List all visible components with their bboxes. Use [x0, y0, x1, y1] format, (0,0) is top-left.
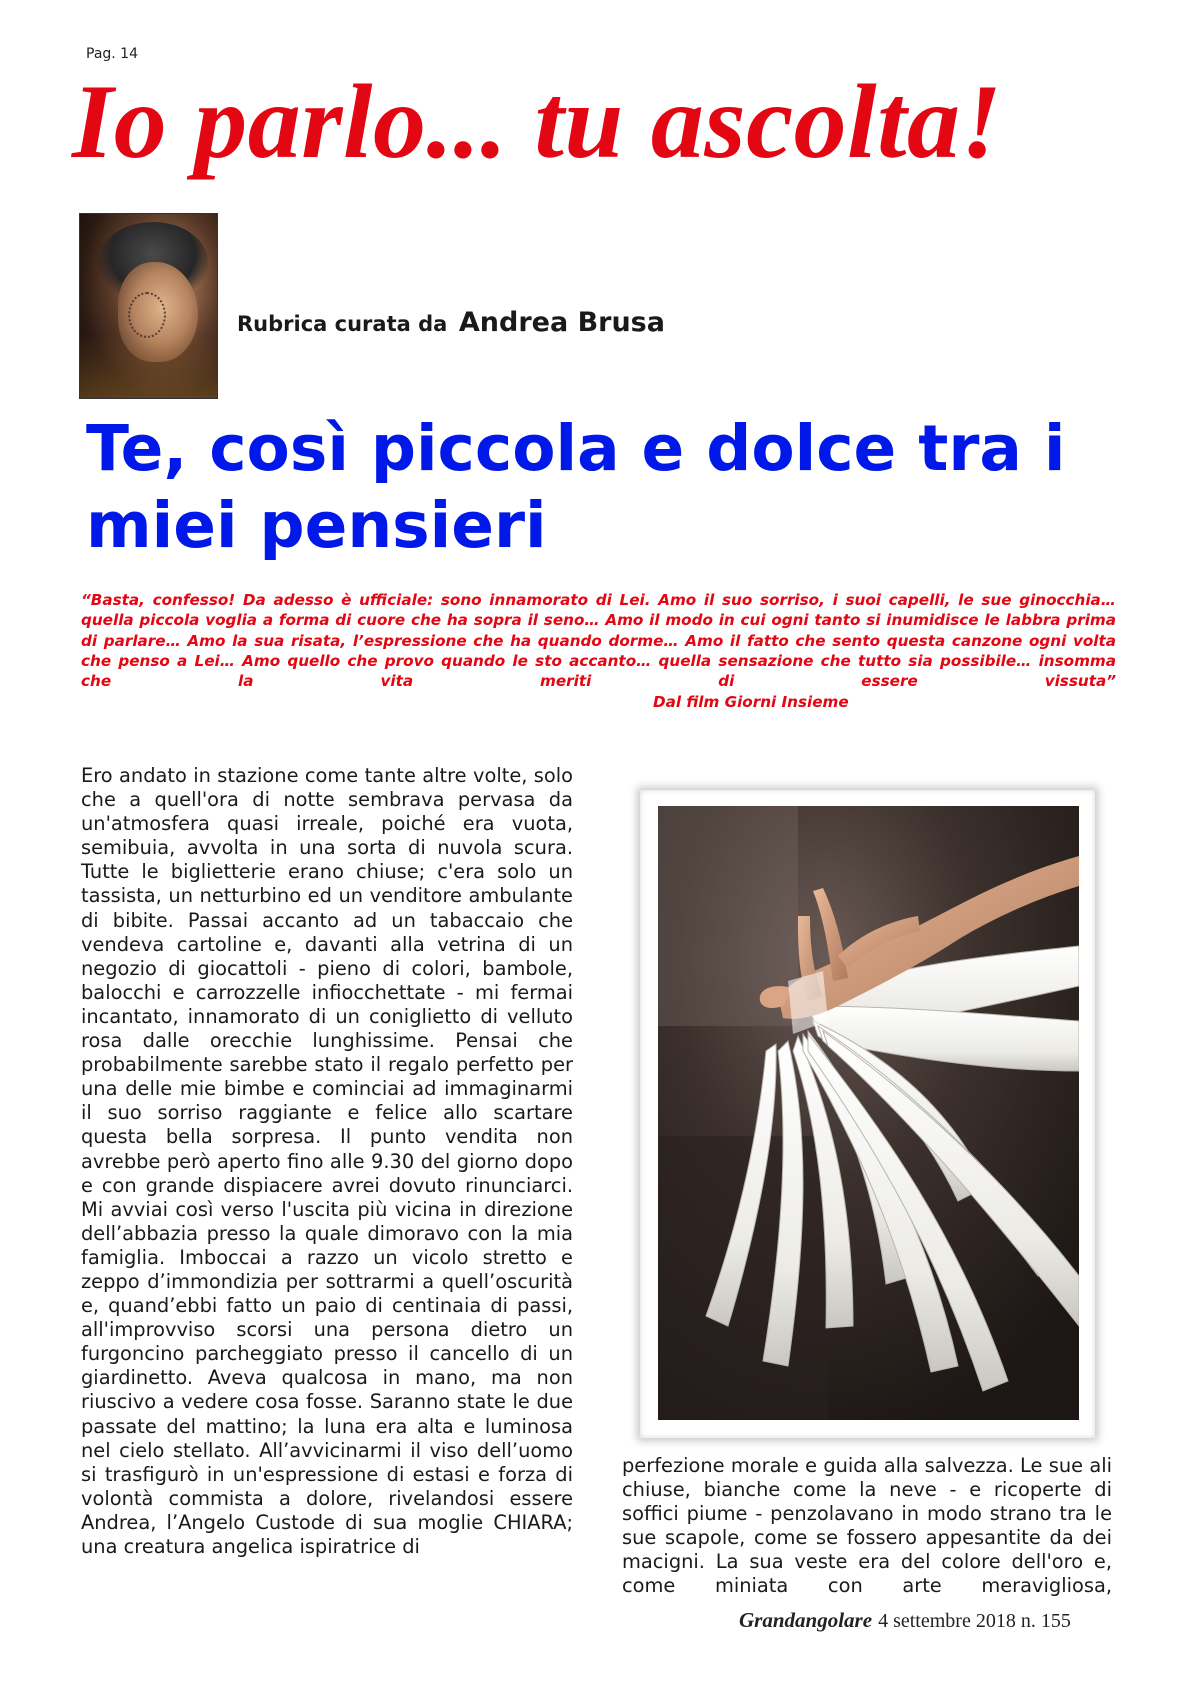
author-photo	[79, 213, 218, 399]
epigraph-source: Dal film Giorni Insieme	[653, 693, 849, 711]
footer-issue-info	[739, 1608, 1071, 1633]
column-masthead: Io parlo... tu ascolta!	[72, 63, 1003, 180]
epigraph-quote: “Basta, confesso! Da adesso è ufficiale: sono innamorato di Lei. Amo il suo sorriso, i suoi capelli, le sue ginocchia… quella piccola voglia a forma di cuore che ha sopra il seno… Amo il modo in cui ogni tanto si inumidisce le labbra prima di parlare… Amo la sua risata, l’espressione che ha quando dorme… Amo il fatto che sento questa canzone ogni volta che penso a Lei… Amo quello che provo quando le sto accanto… quella sensazione che tutto sia possibile… insomma che la vita meriti di essere vissuta”	[81, 591, 1116, 691]
article-body-left-column: Ero andato in stazione come tante altre volte, solo che a quell'ora di notte sembrava pervasa da un'atmosfera quasi irreale, poiché era vuota, semibuia, avvolta in una sorta di nuvola scura. Tutte le biglietterie erano chiuse; c'era solo un tassista, un netturbino ed un venditore ambulante di bibite. Passai accanto ad un tabaccaio che vendeva cartoline e, davanti alla vetrina di un negozio di giocattoli - pieno di colori, bambole, balocchi e carrozzelle infiocchettate - mi fermai incantato, innamorato di un coniglietto di velluto rosa dalle orecchie lunghissime. Pensai che probabilmente sarebbe stato il regalo perfetto per una delle mie bimbe e cominciai ad immaginarmi il suo sorriso raggiante e felice allo scartare questa bella sorpresa. Il punto vendita non avrebbe però aperto fino alle 9.30 del giorno dopo e con grande dispiacere avrei dovuto rinunciarci. Mi avviai così verso l'uscita più vicina in direzione dell’abbazia presso la quale dimoravo con la mia famiglia. Imboccai a razzo un vicolo stretto e zeppo d’immondizia per sottrarmi a quell’oscurità e, quand’ebbi fatto un paio di centinaia di passi, all'improvviso scorsi una persona dietro un furgoncino parcheggiato presso il cancello di un giardinetto. Aveva qualcosa in mano, ma non riuscivo a vedere cosa fosse. Saranno state le due passate del mattino; la luna era alta e luminosa nel cielo stellato. All’avvicinarmi il viso dell’uomo si trasfigurò in un'espressione di estasi e forza di volontà commista a dolore, rivelandosi essere Andrea, l’Angelo Custode di sua moglie CHIARA; una creatura angelica ispiratrice di	[81, 764, 573, 1558]
byline-prefix: Rubrica curata da	[237, 312, 448, 336]
article-headline: Te, così piccola e dolce tra i miei pensieri	[86, 412, 1066, 563]
angel-wing-photo	[658, 806, 1079, 1420]
page-number: Pag. 14	[86, 46, 138, 62]
byline-author: Andrea Brusa	[458, 307, 665, 338]
article-body-right-column: perfezione morale e guida alla salvezza. Le sue ali chiuse, bianche come la neve - e ricoperte di soffici piume - penzolavano in modo strano tra le sue scapole, come se fossero appesantite da dei macigni. La sua veste era del colore dell'oro e, come miniata con arte meravigliosa,	[622, 1454, 1112, 1598]
angel-wing-photo-frame	[640, 790, 1095, 1438]
publication-name: Grandangolare	[739, 1608, 873, 1632]
byline	[237, 307, 665, 338]
issue-date: 4 settembre 2018 n. 155	[878, 1610, 1071, 1632]
